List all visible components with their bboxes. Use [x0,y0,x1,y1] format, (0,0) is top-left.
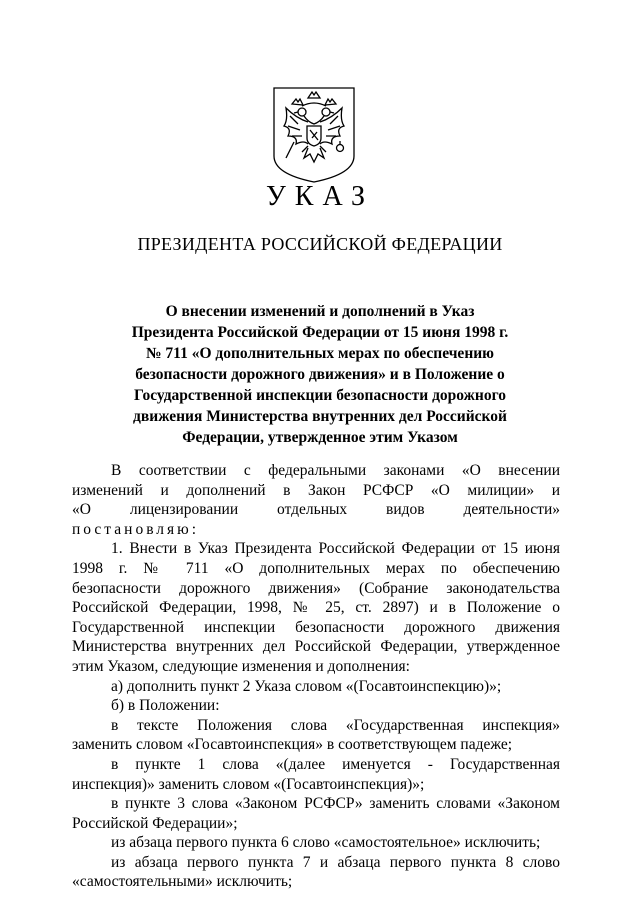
coat-of-arms-icon [272,86,356,184]
body-line: В соответствии с федеральными законами «О внесении [111,462,560,479]
body-line: безопасности дорожного движения» (Собрание законодательства [72,579,560,597]
body-line: Государственной инспекции безопасности дорожного движения [72,618,560,636]
heading-line: № 711 «О дополнительных мерах по обеспечению [145,345,495,362]
body-line: Российской Федерации»; [72,814,238,832]
heading-line: безопасности дорожного движения» и в Положение о [135,366,505,383]
heading-line: Государственной инспекции безопасности дорожного [134,387,506,404]
body-line: из абзаца первого пункта 7 и абзаца первого пункта 8 слово [111,853,560,871]
body-line: Российской Федерации, 1998, № 25, ст. 2897) и в Положение о [72,599,560,617]
issuer-title: ПРЕЗИДЕНТА РОССИЙСКОЙ ФЕДЕРАЦИИ [137,234,503,254]
decree-body [72,461,560,892]
body-line: в пункте 3 слова «Законом РСФСР» заменить словами «Законом [111,795,560,813]
body-line: постановляю: [72,520,200,538]
body-line: инспекция)» заменить словом «(Госавтоинспекция)»; [72,775,425,793]
heading-line: О внесении изменений и дополнений в Указ [165,303,475,320]
body-line: заменить словом «Госавтоинспекция» в соответствующем падеже; [72,736,513,754]
body-line: в пункте 1 слова «(далее именуется - Государственная [111,755,560,773]
body-line: «О лицензировании отдельных видов деятельности» [72,501,560,519]
body-line: из абзаца первого пункта 6 слово «самостоятельное» исключить; [111,834,541,852]
body-line: «самостоятельными» исключить; [72,873,293,891]
heading-line: Президента Российской Федерации от 15 июня 1998 г. [131,324,509,341]
heading-line: движения Министерства внутренних дел Российской [133,408,507,425]
body-line: 1998 г. № 711 «О дополнительных мерах по обеспечению [72,559,560,577]
document-type-title: УКАЗ [265,181,375,212]
body-line: изменений и дополнений в Закон РСФСР «О милиции» и [72,481,560,499]
body-line: этим Указом, следующие изменения и дополнения: [72,657,410,675]
body-line: а) дополнить пункт 2 Указа словом «(Госавтоинспекцию)»; [111,677,502,695]
decree-heading [120,301,520,448]
body-line: в тексте Положения слова «Государственная инспекция» [111,716,560,734]
body-line: б) в Положении: [111,697,220,715]
body-line: 1. Внести в Указ Президента Российской Федерации от 15 июня [111,540,560,558]
body-line: Министерства внутренних дел Российской Федерации, утвержденное [72,638,560,656]
heading-line: Федерации, утвержденное этим Указом [182,429,458,446]
